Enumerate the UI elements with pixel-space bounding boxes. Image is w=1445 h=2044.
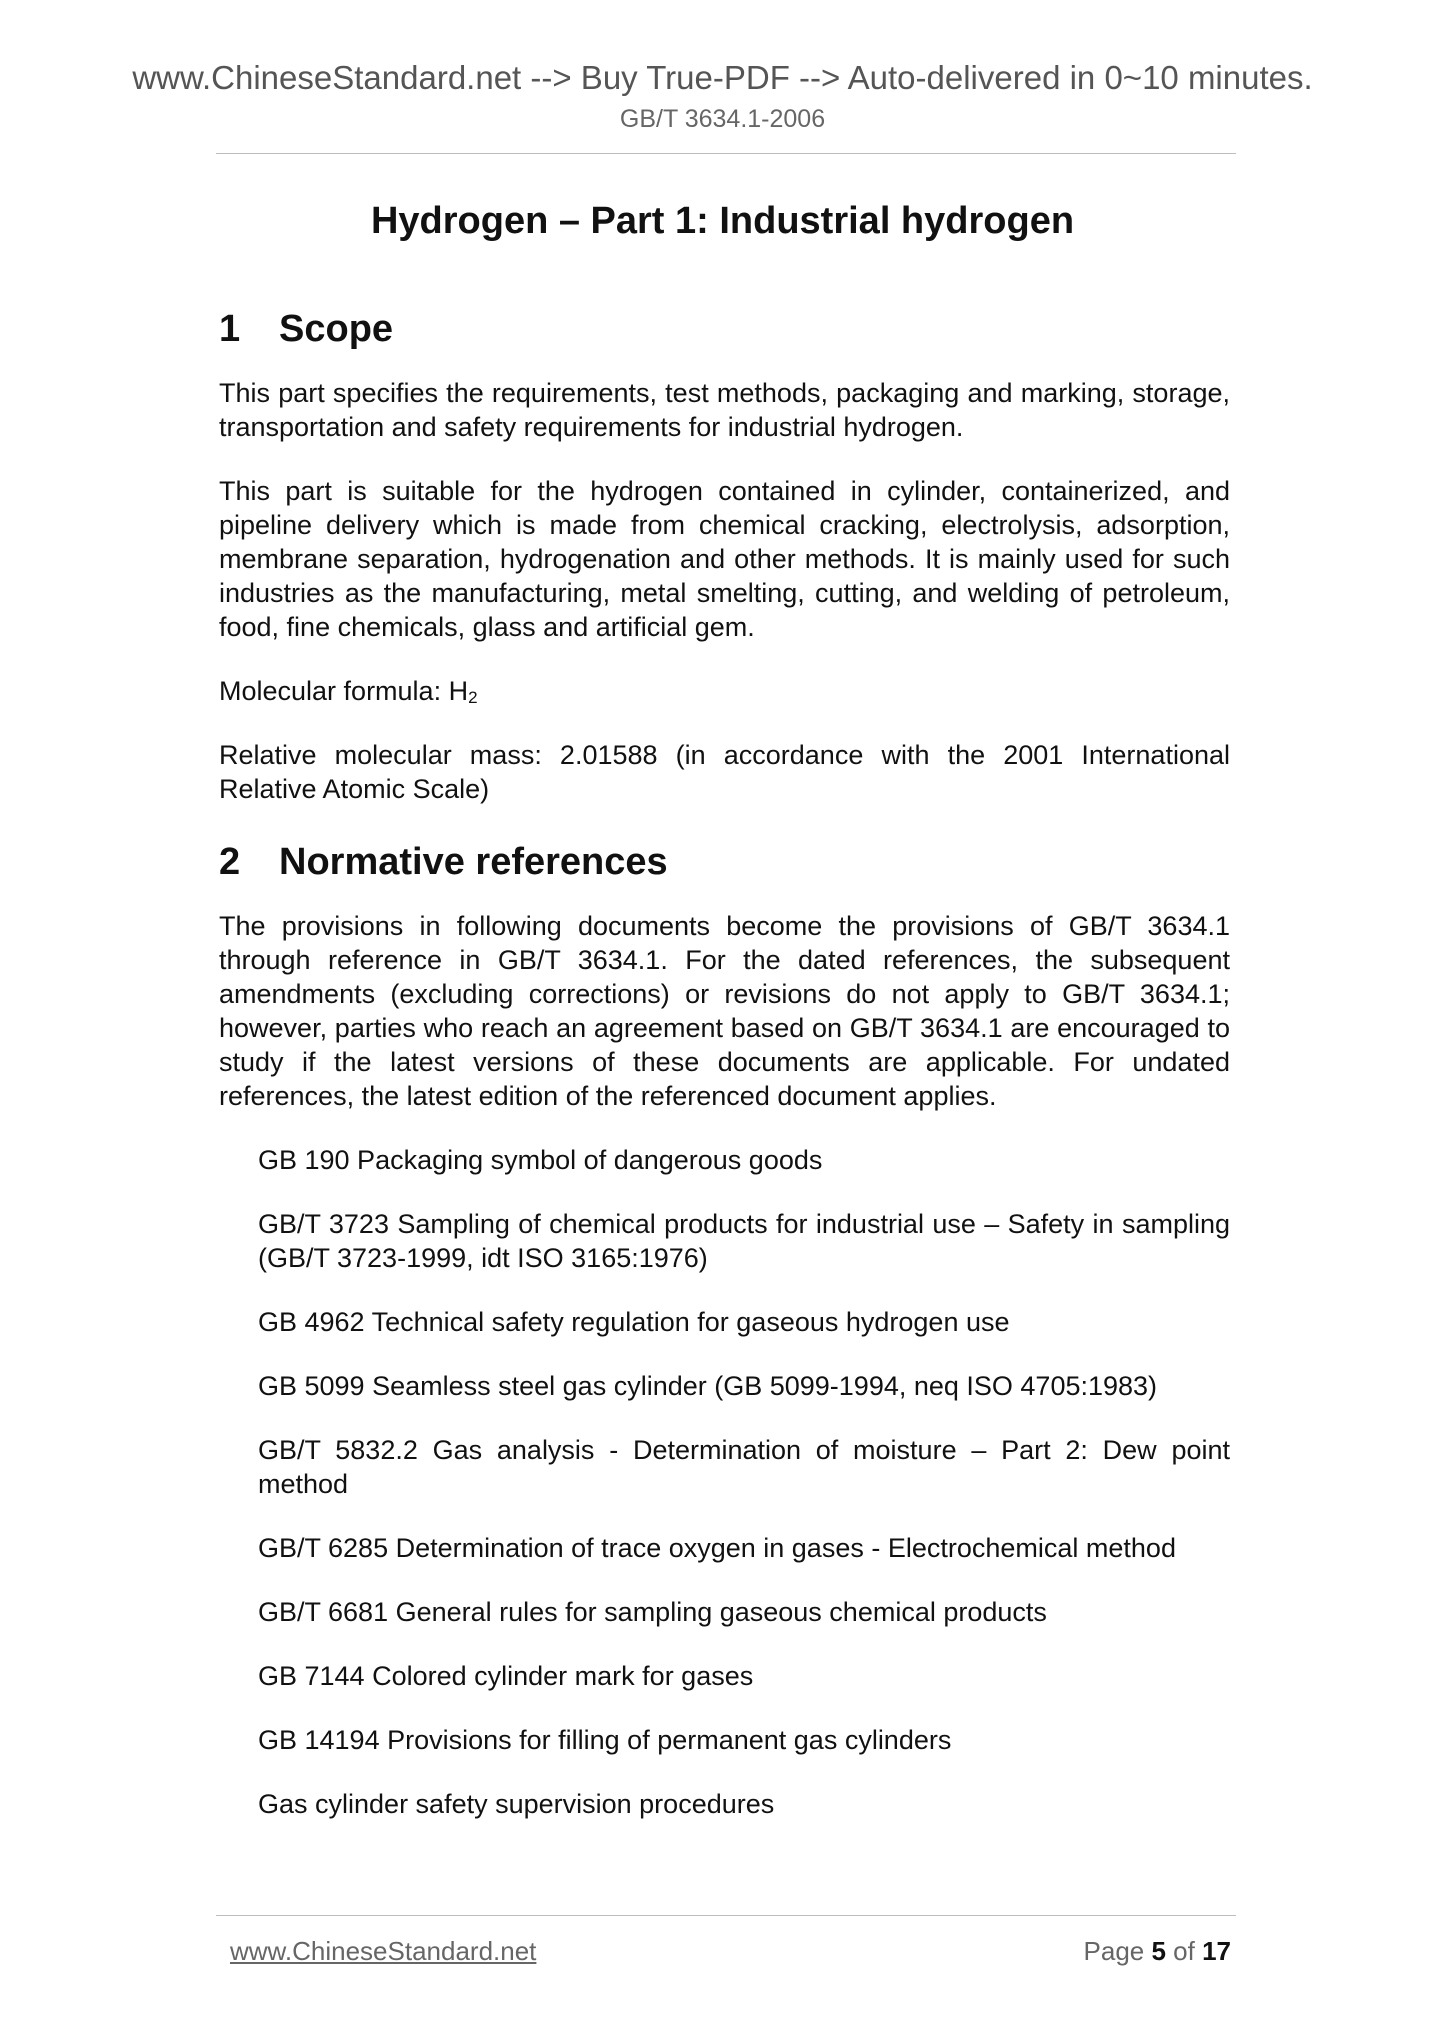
footer-divider (216, 1915, 1236, 1916)
reference-item: Gas cylinder safety supervision procedures (258, 1789, 775, 1819)
page-of: of (1165, 1936, 1203, 1966)
section-heading-normative-references (219, 839, 1230, 885)
page-prefix: Page (1083, 1936, 1152, 1966)
formula-subscript: 2 (468, 688, 478, 707)
scope-paragraph-2: This part is suitable for the hydrogen contained in cylinder, containerized, and pipeline delivery which is made from chemical cracking, electrolysis, adsorption, membrane separation, hydrogenation and other methods. It is mainly used for such industries as the manufacturing, metal smelting, cutting, and welding of petroleum, food, fine chemicals, glass and artificial gem. (219, 476, 1230, 642)
reference-item: GB/T 5832.2 Gas analysis - Determination of moisture – Part 2: Dew point method (258, 1435, 1230, 1499)
molecular-mass: Relative molecular mass: 2.01588 (in accordance with the 2001 International Relative Atomic Scale) (219, 740, 1230, 804)
reference-item: GB/T 3723 Sampling of chemical products for industrial use – Safety in sampling (GB/T 3723-1999, idt ISO 3165:1976) (258, 1209, 1230, 1273)
section-heading-scope (219, 306, 1230, 352)
scope-paragraph-1: This part specifies the requirements, test methods, packaging and marking, storage, transportation and safety requirements for industrial hydrogen. (219, 378, 1230, 442)
page-title: Hydrogen – Part 1: Industrial hydrogen (370, 200, 1075, 242)
footer-website-link[interactable]: www.ChineseStandard.net (230, 1936, 537, 1966)
header-banner: www.ChineseStandard.net --> Buy True-PDF --> Auto-delivered in 0~10 minutes. (132, 59, 1313, 96)
header-divider (216, 153, 1236, 154)
section-title: Normative references (279, 841, 668, 883)
reference-item: GB 4962 Technical safety regulation for gaseous hydrogen use (258, 1307, 1010, 1337)
page-total: 17 (1202, 1936, 1231, 1966)
section-number: 1 (219, 308, 241, 350)
section-title: Scope (279, 308, 394, 350)
molecular-formula (219, 674, 1230, 708)
reference-item: GB 5099 Seamless steel gas cylinder (GB 5099-1994, neq ISO 4705:1983) (258, 1371, 1158, 1401)
document-number: GB/T 3634.1-2006 (619, 105, 826, 133)
section-number: 2 (219, 841, 241, 883)
reference-item: GB 7144 Colored cylinder mark for gases (258, 1661, 754, 1691)
reference-item: GB/T 6681 General rules for sampling gaseous chemical products (258, 1597, 1047, 1627)
page-indicator (1084, 1935, 1231, 1967)
reference-item: GB 14194 Provisions for filling of permanent gas cylinders (258, 1725, 952, 1755)
reference-item: GB 190 Packaging symbol of dangerous goods (258, 1145, 823, 1175)
page-current: 5 (1151, 1936, 1166, 1966)
formula-label: Molecular formula: H (219, 676, 469, 706)
reference-item: GB/T 6285 Determination of trace oxygen in gases - Electrochemical method (258, 1533, 1176, 1563)
normative-intro: The provisions in following documents become the provisions of GB/T 3634.1 through reference in GB/T 3634.1. For the dated references, the subsequent amendments (excluding corrections) or revisions do not apply to GB/T 3634.1; however, parties who reach an agreement based on GB/T 3634.1 are encouraged to study if the latest versions of these documents are applicable. For undated references, the latest edition of the referenced document applies. (219, 911, 1230, 1111)
document-body (219, 306, 1230, 1821)
